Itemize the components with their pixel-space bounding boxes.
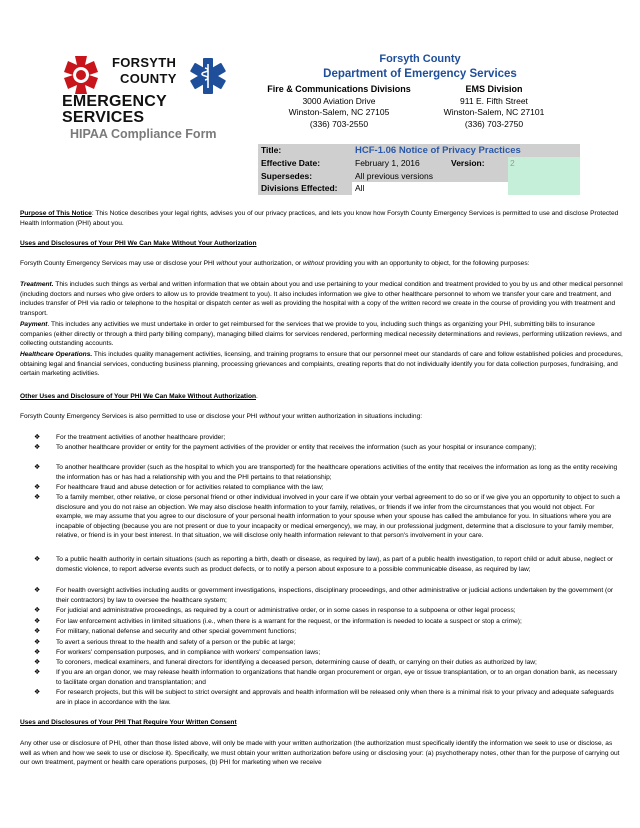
bullet-icon: ❖ — [34, 639, 41, 646]
bullet-text: To another healthcare provider (such as the hospital to which you are transported) for the healthcare operations activities of the entity that receives the information as long as the entity receiving the information has or has had a relationship with you and the PHI pertains to that relationship; — [56, 464, 618, 481]
bullet-text: To another healthcare provider or entity for the payment activities of the provider or entity that receives the information (such as your hospital or insurance company); — [56, 444, 537, 451]
ems-division-address — [434, 84, 554, 130]
purpose-paragraph — [20, 209, 622, 228]
bullet-icon: ❖ — [34, 484, 41, 491]
bullet-icon: ❖ — [34, 556, 41, 563]
bullet-icon: ❖ — [34, 649, 41, 656]
bullet-text: For military, national defense and security and other special government functions; — [56, 628, 297, 635]
bullet-text: For research projects, but this will be subject to strict oversight and approvals and health information will be released only when there is a minimal risk to your privacy and adequate safeguards are in place in accordance with the law. — [56, 689, 614, 706]
list-item — [34, 617, 622, 627]
bullet-icon: ❖ — [34, 444, 41, 451]
fire-division-address — [254, 84, 424, 130]
payment-label: Payment — [20, 321, 48, 328]
section1-intro-c: providing you with an opportunity to object, for the following purposes: — [323, 260, 530, 267]
bullet-text: To a family member, other relative, or close personal friend or other individual involved in your care if we obtain your verbal agreement to do so or if we give you an opportunity to object to such a disclosure and you do not raise an objection. We may also disclose health information to your family, relatives, or friends if we infer from the circumstances that you would not object. For example, we may assume that you agree to our disclosure of your personal health information to your spouse when your spouse has called the ambulance for you. In situations where you are incapable of objecting (because you are not present or due to your incapacity or medical emergency), we may, in our professional judgment, determine that a disclosure to your family member, relative, or friend is in your best interest. In that situation, we will disclose only health information relevant to that person's involvement in your care. — [56, 494, 621, 540]
bullet-text: To a public health authority in certain situations (such as reporting a birth, death or disease, as required by law), as part of a public health investigation, to report child or adult abuse, neglect or domestic violence, to report adverse events such as product defects, or to notify a person about exposure to a possible communicable disease, as required by law; — [56, 556, 614, 573]
bullet-icon: ❖ — [34, 659, 41, 666]
list-item — [34, 586, 622, 605]
ems-city: Winston-Salem, NC 27101 — [443, 107, 545, 117]
list-item — [34, 668, 622, 687]
purpose-text: : This Notice describes your legal rights, advises you of our privacy practices, and lets you know how Forsyth County Emergency Services is permitted to use and disclose Protected Health Information (PHI) about you. — [20, 210, 619, 227]
supersedes-label: Supersedes: — [258, 170, 352, 182]
payment-text: . This includes any activities we must undertake in order to get reimbursed for the services that we provide to you, including such things as organizing your PHI, submitting bills to insurance companies (either directly or through a third party billing company), managing billed claims for services rendered, performing medical necessity determinations and reviews, performing utilization reviews, and collecting outstanding accounts. — [20, 321, 622, 348]
section2-intro-em: without — [259, 413, 281, 420]
agency-logo — [60, 52, 240, 126]
effective-date-label: Effective Date: — [258, 157, 352, 170]
list-item — [34, 483, 622, 493]
bullet-text: To coroners, medical examiners, and funeral directors for identifying a deceased person, determining cause of death, or carrying on their duties as authorized by law; — [56, 659, 537, 666]
section3-text: Any other use or disclosure of PHI, other than those listed above, will only be made with your written authorization (the authorization must specifically identify the information we seek to use or disclose, as well as when and how we seek to use or disclose it). Specifically, we must obtain your written authorization before using or disclosing your: (a) psychotherapy notes, other than for the purpose of carrying out our own treatment, payment or health care operations purposes, (b) PHI for marketing when we receive — [20, 740, 620, 767]
payment-paragraph — [20, 320, 624, 349]
bullet-icon: ❖ — [34, 607, 41, 614]
bullet-icon: ❖ — [34, 628, 41, 635]
list-item — [34, 648, 622, 658]
bullet-text: For healthcare fraud and abuse detection or for activities related to compliance with the law; — [56, 484, 324, 491]
effective-date-value: February 1, 2016 — [352, 157, 448, 170]
bullet-text: For health oversight activities including audits or government investigations, inspections, disciplinary proceedings, and other administrative or judicial actions undertaken by the government (or their contractors) by law to oversee the healthcare system; — [56, 587, 614, 604]
treatment-label: Treatment. — [20, 281, 54, 288]
list-item — [34, 606, 622, 616]
section2-intro-b: your written authorization in situations including: — [280, 413, 423, 420]
bullet-text: For law enforcement activities in limited situations (i.e., when there is a warrant for the request, or the information is needed to locate a suspect or stop a crime); — [56, 618, 522, 625]
section1-intro-b: your authorization, or — [237, 260, 303, 267]
bullet-text: If you are an organ donor, we may release health information to organizations that handle organ procurement or organ, eye or tissue transplantation, or to an organ donation bank, as necessary to facilitate organ donation and transplantation; and — [56, 669, 618, 686]
list-item — [34, 493, 622, 541]
treatment-text: This includes such things as verbal and written information that we obtain about you and use pertaining to your medical condition and treatment provided to you by us and other medical personnel (including doctors and nurses who give orders to allow us to provide treatment to you). It also includes information we give to other healthcare personnel to whom we transfer your care and treatment, and includes transfer of PHI via radio or telephone to the hospital or dispatch center as well as providing the hospital with a copy of the written record we create in the course of providing you with treatment and transport. — [20, 281, 623, 317]
section1-intro-em2: without — [302, 260, 324, 267]
fire-cross-icon — [60, 54, 102, 96]
title-label: Title: — [258, 144, 352, 157]
purpose-label: Purpose of This Notice — [20, 210, 92, 217]
fire-phone: (336) 703-2550 — [309, 118, 369, 129]
logo-line-3: EMERGENCY SERVICES — [62, 93, 167, 126]
form-title: HIPAA Compliance Form — [70, 127, 217, 141]
list-item — [34, 658, 622, 668]
ems-street: 911 E. Fifth Street — [460, 95, 528, 106]
bullet-text: For workers' compensation purposes, and in compliance with workers' compensation laws; — [56, 649, 321, 656]
star-of-life-icon — [188, 56, 228, 96]
section3-heading: Uses and Disclosures of Your PHI That Require Your Written Consent — [20, 719, 237, 726]
bullet-icon: ❖ — [34, 669, 41, 676]
bullet-icon: ❖ — [34, 689, 41, 696]
document-info-table — [258, 144, 580, 195]
bullet-icon: ❖ — [34, 587, 41, 594]
list-item — [34, 463, 622, 482]
section2-heading: Other Uses and Disclosure of Your PHI We Can Make Without Authorization — [20, 393, 256, 400]
county-name: Forsyth County — [379, 53, 461, 65]
ems-division-name: EMS Division — [465, 84, 523, 94]
list-item — [34, 555, 622, 574]
bullet-icon: ❖ — [34, 464, 41, 471]
list-item — [34, 688, 622, 707]
divisions-value: All — [352, 182, 508, 195]
section2-intro — [20, 412, 620, 422]
bullet-icon: ❖ — [34, 618, 41, 625]
version-label: Version: — [448, 157, 508, 170]
operations-label: Healthcare Operations. — [20, 351, 93, 358]
section2-heading-line — [20, 392, 258, 402]
supersedes-value: All previous versions — [352, 170, 508, 182]
fire-street: 3000 Aviation Drive — [302, 95, 376, 106]
section1-intro — [20, 259, 625, 269]
bullet-icon: ❖ — [34, 494, 41, 501]
divisions-label: Divisions Effected: — [258, 182, 352, 195]
bullet-icon: ❖ — [34, 434, 41, 441]
bullet-text: To avert a serious threat to the health and safety of a person or the public at large; — [56, 639, 296, 646]
section1-heading: Uses and Disclosures of Your PHI We Can Make Without Your Authorization — [20, 240, 257, 247]
section1-intro-em1: without — [216, 260, 238, 267]
operations-text: This includes quality management activities, licensing, and training programs to ensure that our personnel meet our standards of care and follow established policies and procedures, obtaining legal and financial services, conducting business planning, processing grievances and complaints, creating reports that do not individually identify you for data collection purposes, fundraising, and certain marketing activities. — [20, 351, 623, 378]
version-value: 2 — [510, 158, 515, 168]
list-item — [34, 627, 622, 637]
bullet-text: For judicial and administrative proceedings, as required by a court or administrative order, or in some cases in response to a subpoena or other legal process; — [56, 607, 516, 614]
version-field — [508, 157, 580, 195]
department-name: Department of Emergency Services — [323, 68, 517, 80]
ems-phone: (336) 703-2750 — [464, 118, 524, 129]
section2-intro-a: Forsyth County Emergency Services is also permitted to use or disclose your PHI — [20, 413, 260, 420]
operations-paragraph — [20, 350, 624, 379]
logo-line-1: FORSYTH — [112, 55, 177, 70]
list-item — [34, 443, 622, 453]
section2-heading-end: . — [256, 393, 258, 400]
list-item — [34, 638, 622, 648]
fire-division-name: Fire & Communications Divisions — [267, 84, 411, 94]
logo-line-2: COUNTY — [120, 71, 177, 86]
bullet-text: For the treatment activities of another healthcare provider; — [56, 434, 226, 441]
title-value: HCF-1.06 Notice of Privacy Practices — [352, 144, 580, 157]
section1-intro-a: Forsyth County Emergency Services may use or disclose your PHI — [20, 260, 217, 267]
fire-city: Winston-Salem, NC 27105 — [288, 107, 390, 117]
treatment-paragraph — [20, 280, 624, 318]
list-item — [34, 433, 622, 443]
